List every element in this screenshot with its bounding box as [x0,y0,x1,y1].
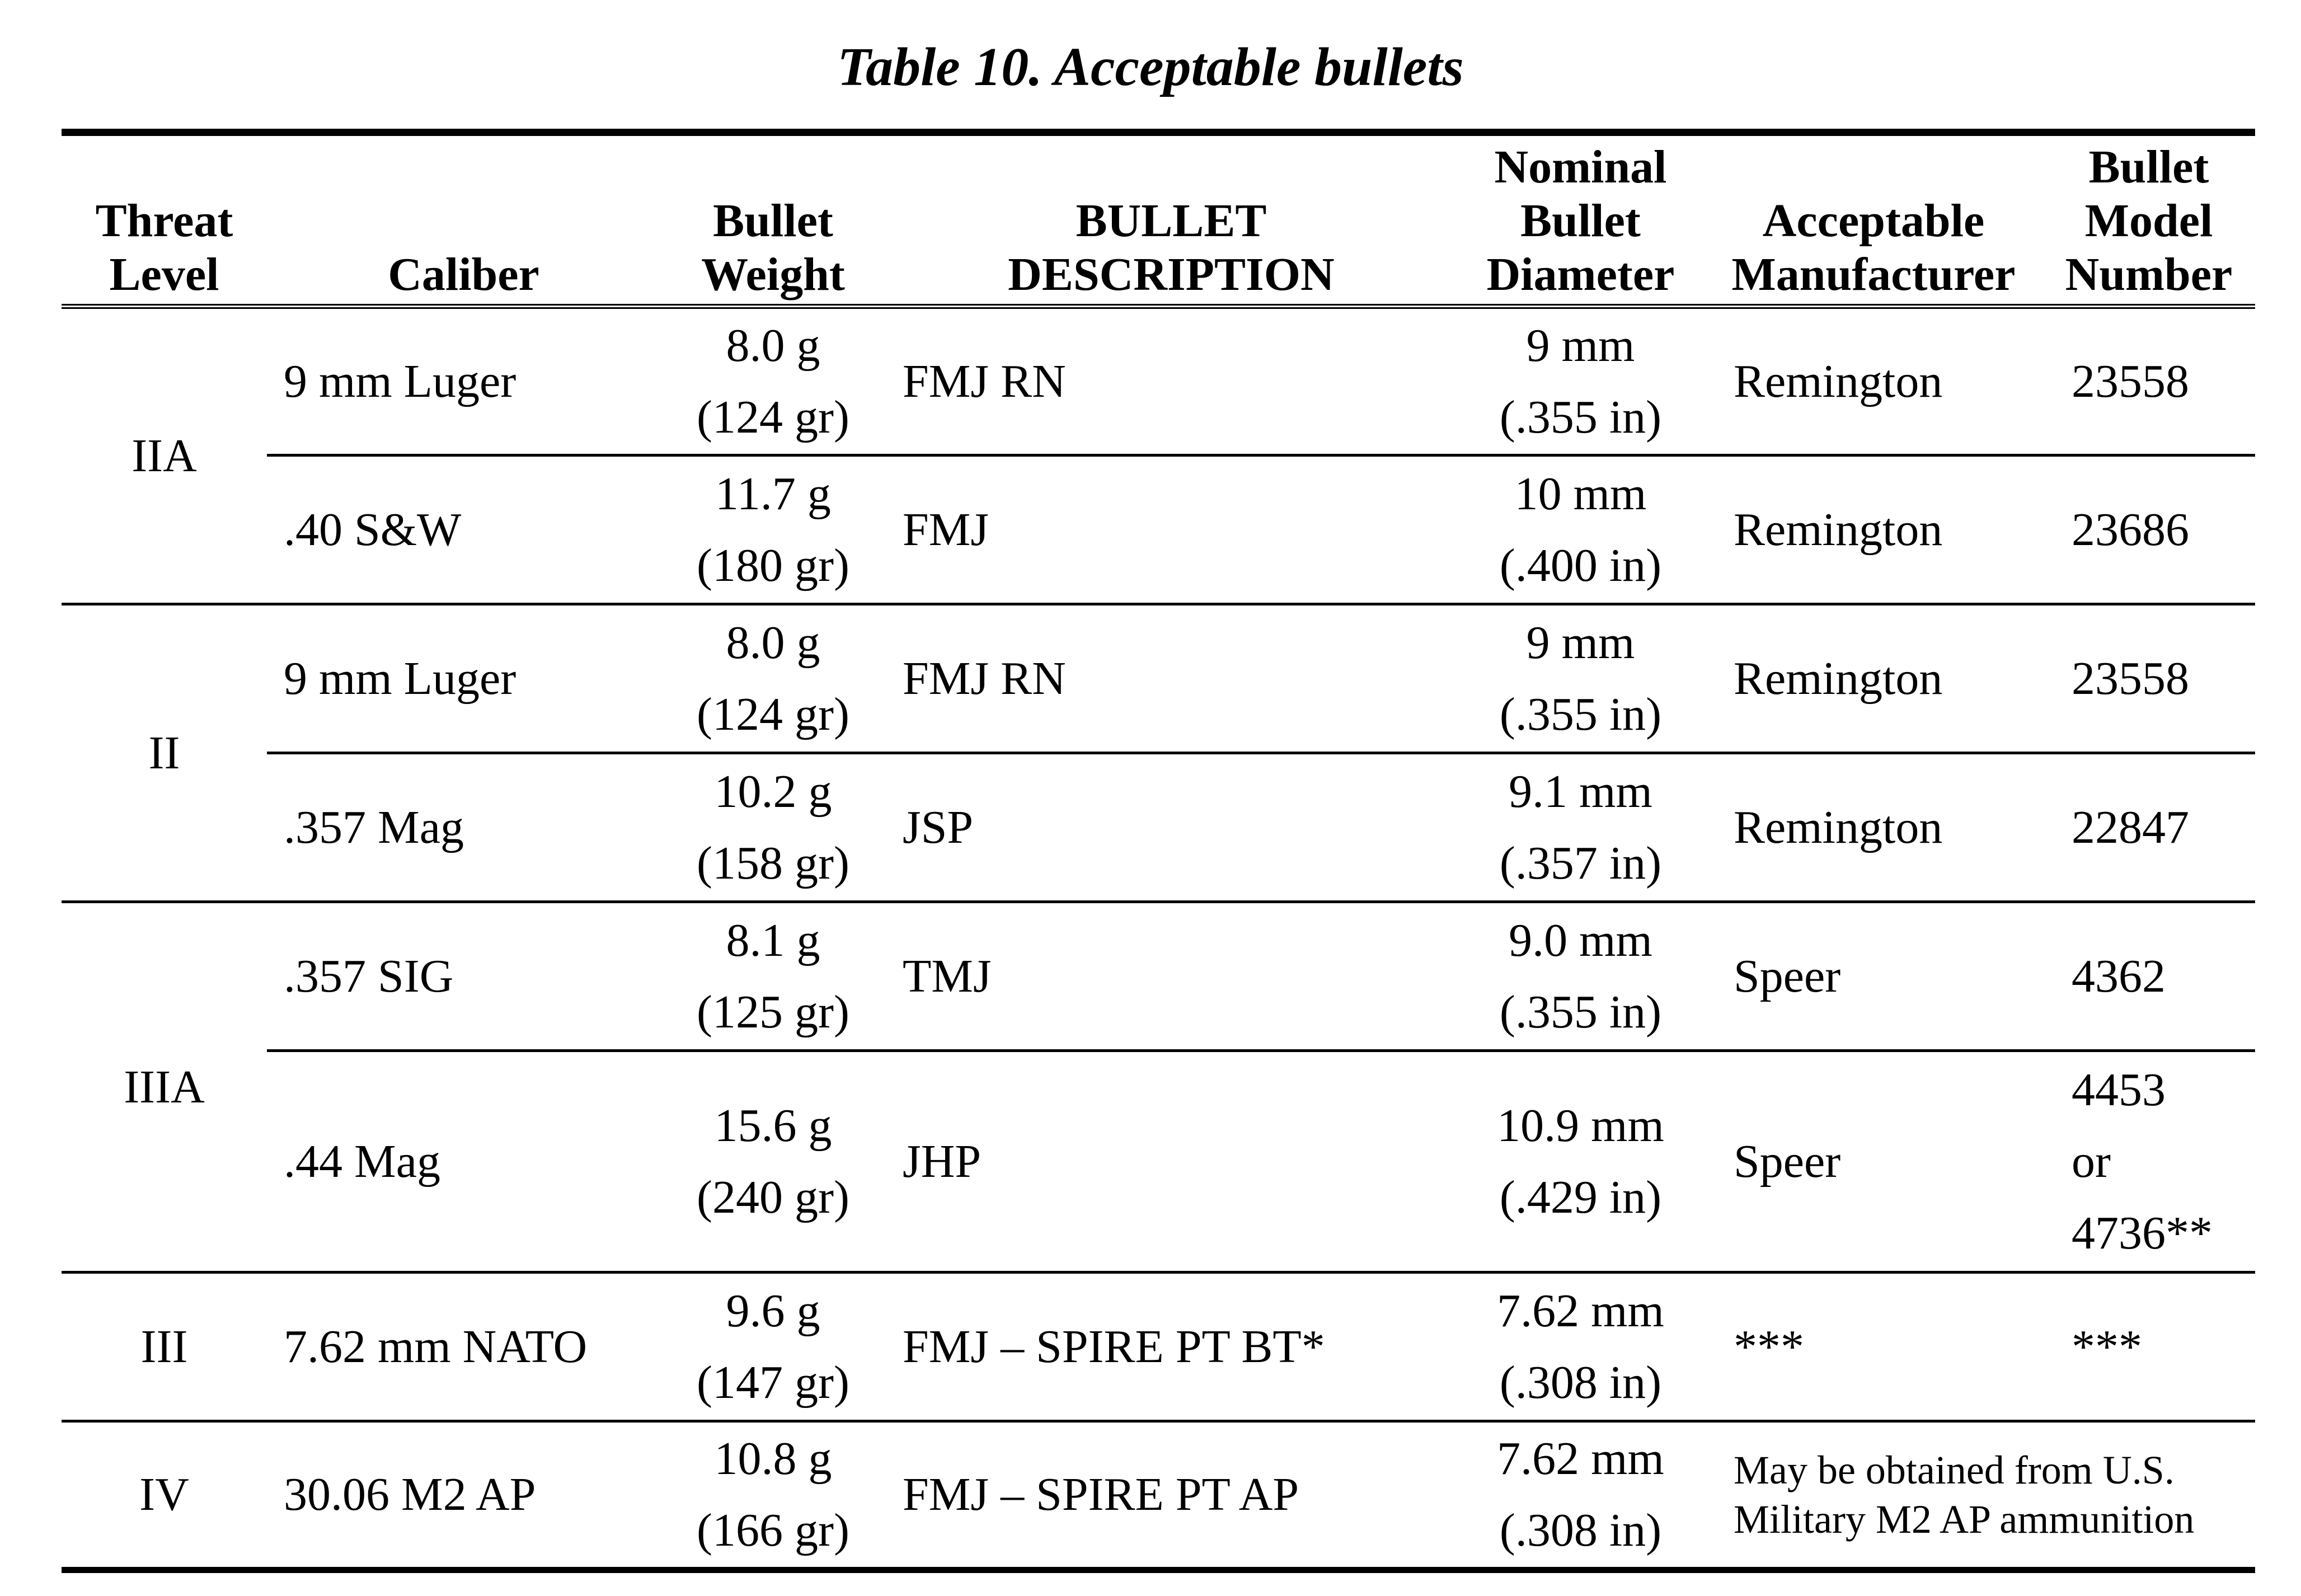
diameter-cell: 9 mm (.355 in) [1457,307,1704,456]
caliber-cell: 30.06 M2 AP [267,1421,660,1570]
description-cell: FMJ – SPIRE PT AP [886,1421,1457,1570]
weight-cell: 9.6 g (147 gr) [660,1273,886,1421]
header-nominal-diameter: Nominal Bullet Diameter [1457,133,1704,307]
model-cell: 23558 [2042,307,2255,456]
description-cell: JSP [886,753,1457,902]
diameter-cell: 9 mm (.355 in) [1457,604,1704,753]
description-cell: FMJ RN [886,604,1457,753]
table-row [62,902,2255,1051]
manufacturer-cell: Remington [1704,753,2042,902]
caliber-cell: 7.62 mm NATO [267,1273,660,1421]
model-cell: 4362 [2042,902,2255,1051]
diameter-cell: 10.9 mm (.429 in) [1457,1051,1704,1273]
diameter-cell: 7.62 mm (.308 in) [1457,1421,1704,1570]
model-cell: 22847 [2042,753,2255,902]
weight-cell: 8.0 g (124 gr) [660,307,886,456]
manufacturer-cell: Remington [1704,307,2042,456]
manufacturer-cell: Remington [1704,456,2042,604]
threat-level-cell: IIIA [62,902,267,1273]
weight-cell: 10.8 g (166 gr) [660,1421,886,1570]
caliber-cell: 9 mm Luger [267,307,660,456]
caliber-cell: .44 Mag [267,1051,660,1273]
weight-cell: 11.7 g (180 gr) [660,456,886,604]
diameter-cell: 9.0 mm (.355 in) [1457,902,1704,1051]
table-title: Table 10. Acceptable bullets [837,37,1464,97]
caliber-cell: 9 mm Luger [267,604,660,753]
model-cell: 4453 or 4736** [2042,1051,2255,1273]
table-row [62,456,2255,604]
header-caliber: Caliber [267,133,660,307]
diameter-cell: 9.1 mm (.357 in) [1457,753,1704,902]
table-row [62,1421,2255,1570]
model-cell: 23686 [2042,456,2255,604]
table-row [62,307,2255,456]
model-cell: *** [2042,1273,2255,1421]
description-cell: FMJ RN [886,307,1457,456]
source-note-cell: May be obtained from U.S. Military M2 AP ammunition [1704,1421,2255,1570]
acceptable-bullets-table [62,129,2255,1573]
description-cell: FMJ – SPIRE PT BT* [886,1273,1457,1421]
manufacturer-cell: *** [1704,1273,2042,1421]
table-row [62,1051,2255,1273]
description-cell: FMJ [886,456,1457,604]
manufacturer-cell: Speer [1704,902,2042,1051]
model-cell: 23558 [2042,604,2255,753]
weight-cell: 15.6 g (240 gr) [660,1051,886,1273]
weight-cell: 8.1 g (125 gr) [660,902,886,1051]
header-model-number: Bullet Model Number [2042,133,2255,307]
table-row [62,604,2255,753]
description-cell: TMJ [886,902,1457,1051]
header-threat-level: Threat Level [62,133,267,307]
manufacturer-cell: Remington [1704,604,2042,753]
table-row [62,1273,2255,1421]
threat-level-cell: IIA [62,307,267,604]
diameter-cell: 10 mm (.400 in) [1457,456,1704,604]
threat-level-cell: III [62,1273,267,1421]
weight-cell: 8.0 g (124 gr) [660,604,886,753]
caliber-cell: .357 Mag [267,753,660,902]
weight-cell: 10.2 g (158 gr) [660,753,886,902]
header-bullet-description: BULLET DESCRIPTION [886,133,1457,307]
manufacturer-cell: Speer [1704,1051,2042,1273]
threat-level-cell: II [62,604,267,902]
description-cell: JHP [886,1051,1457,1273]
threat-level-cell: IV [62,1421,267,1570]
header-bullet-weight: Bullet Weight [660,133,886,307]
caliber-cell: .40 S&W [267,456,660,604]
header-manufacturer: Acceptable Manufacturer [1704,133,2042,307]
table-row [62,753,2255,902]
diameter-cell: 7.62 mm (.308 in) [1457,1273,1704,1421]
header-row [62,133,2255,307]
caliber-cell: .357 SIG [267,902,660,1051]
